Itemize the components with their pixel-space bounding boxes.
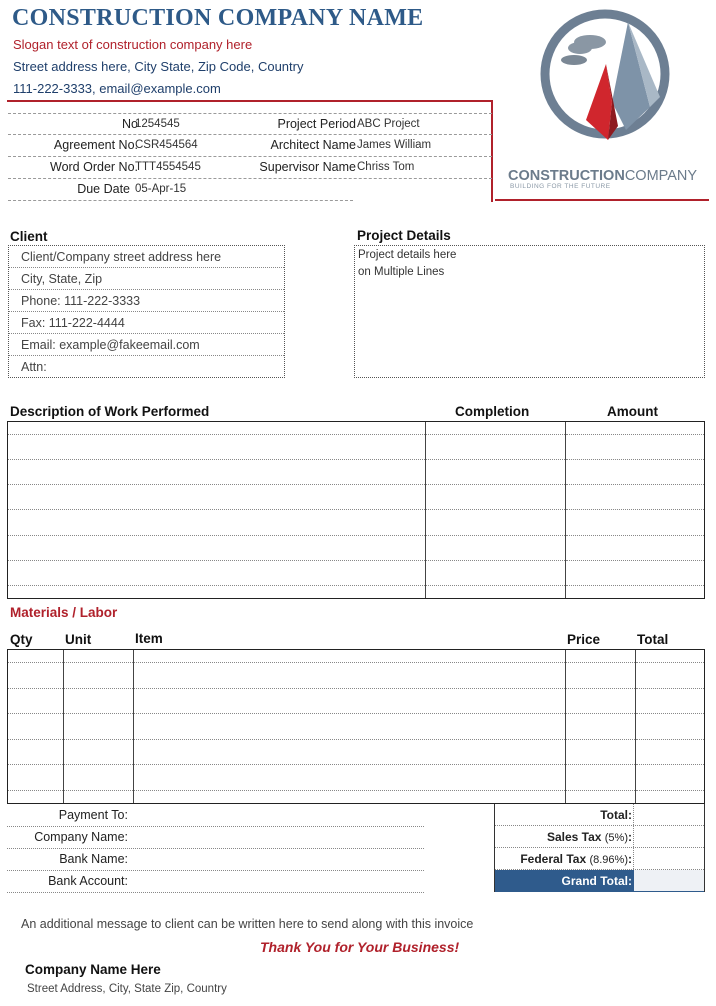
work-amount-cell[interactable] bbox=[565, 460, 704, 485]
unit-cell[interactable] bbox=[63, 765, 133, 791]
sales-tax-text: Sales Tax bbox=[546, 830, 602, 844]
unit-cell[interactable] bbox=[63, 790, 133, 803]
client-city[interactable]: City, State, Zip bbox=[9, 268, 284, 290]
agreement-label: Agreement No. bbox=[53, 138, 138, 152]
total-row bbox=[495, 804, 704, 826]
sales-tax-label bbox=[547, 830, 632, 844]
logo-wordmark bbox=[508, 168, 697, 184]
info-row-no bbox=[8, 113, 492, 135]
sales-tax-colon: : bbox=[628, 830, 632, 844]
qty-cell[interactable] bbox=[8, 714, 63, 740]
grand-total-value[interactable] bbox=[633, 870, 704, 891]
info-block bbox=[8, 113, 492, 201]
table-row bbox=[8, 510, 704, 535]
work-completion-cell[interactable] bbox=[425, 485, 565, 510]
sales-tax-row bbox=[495, 826, 704, 848]
table-row bbox=[8, 560, 704, 585]
supervisor-value: Chriss Tom bbox=[357, 161, 415, 173]
info-row-due bbox=[8, 179, 353, 201]
work-completion-cell[interactable] bbox=[425, 422, 565, 435]
item-cell[interactable] bbox=[133, 688, 565, 714]
logo-tagline: BUILDING FOR THE FUTURE bbox=[510, 183, 611, 190]
work-table bbox=[7, 421, 705, 599]
federal-tax-text: Federal Tax bbox=[520, 852, 587, 866]
payment-to-row[interactable] bbox=[7, 805, 424, 827]
totals-block bbox=[494, 804, 705, 892]
agreement-value: CSR454564 bbox=[135, 139, 198, 151]
table-row bbox=[8, 790, 704, 803]
client-phone[interactable]: Phone: 111-222-3333 bbox=[9, 290, 284, 312]
qty-cell[interactable] bbox=[8, 765, 63, 791]
completion-header: Completion bbox=[455, 404, 530, 419]
line-total-cell[interactable] bbox=[635, 688, 704, 714]
payment-to-label: Payment To: bbox=[58, 808, 128, 822]
logo-text-light: COMPANY bbox=[624, 168, 698, 184]
item-cell[interactable] bbox=[133, 765, 565, 791]
qty-cell[interactable] bbox=[8, 739, 63, 765]
sales-tax-value[interactable] bbox=[633, 826, 704, 847]
work-amount-cell[interactable] bbox=[565, 485, 704, 510]
footer-address: Street Address, City, State Zip, Country bbox=[27, 983, 227, 995]
qty-header: Qty bbox=[10, 632, 33, 647]
federal-tax-label bbox=[520, 852, 632, 866]
work-completion-cell[interactable] bbox=[425, 460, 565, 485]
project-line-1: Project details here bbox=[358, 249, 457, 261]
work-amount-cell[interactable] bbox=[565, 535, 704, 560]
table-row bbox=[8, 688, 704, 714]
work-description-cell[interactable] bbox=[8, 560, 425, 585]
company-name-row[interactable] bbox=[7, 827, 424, 849]
due-label: Due Date bbox=[77, 182, 130, 196]
amount-header: Amount bbox=[607, 404, 658, 419]
table-row bbox=[8, 460, 704, 485]
bank-account-row[interactable] bbox=[7, 871, 424, 893]
table-row bbox=[8, 485, 704, 510]
total-label: Total: bbox=[600, 808, 632, 822]
qty-cell[interactable] bbox=[8, 663, 63, 689]
sales-tax-rate: (5%) bbox=[604, 832, 628, 844]
work-amount-cell[interactable] bbox=[565, 585, 704, 598]
work-description-cell[interactable] bbox=[8, 535, 425, 560]
line-total-cell[interactable] bbox=[635, 790, 704, 803]
work-amount-cell[interactable] bbox=[565, 560, 704, 585]
item-cell[interactable] bbox=[133, 714, 565, 740]
grand-total-row bbox=[495, 870, 704, 892]
company-name: CONSTRUCTION COMPANY NAME bbox=[12, 5, 424, 31]
qty-cell[interactable] bbox=[8, 650, 63, 663]
price-header: Price bbox=[567, 632, 601, 647]
federal-tax-row bbox=[495, 848, 704, 870]
client-title: Client bbox=[10, 229, 48, 244]
item-cell[interactable] bbox=[133, 790, 565, 803]
work-title: Description of Work Performed bbox=[10, 404, 210, 419]
work-completion-cell[interactable] bbox=[425, 435, 565, 460]
client-box bbox=[8, 245, 285, 378]
work-completion-cell[interactable] bbox=[425, 560, 565, 585]
info-row-word-order bbox=[8, 157, 492, 179]
table-row bbox=[8, 535, 704, 560]
supervisor-label: Supervisor Name bbox=[259, 160, 356, 174]
company-address: Street address here, City State, Zip Code, Country bbox=[13, 59, 304, 74]
work-description-cell[interactable] bbox=[8, 435, 425, 460]
client-attn[interactable]: Attn: bbox=[21, 360, 47, 374]
federal-tax-colon: : bbox=[628, 852, 632, 866]
due-value: 05-Apr-15 bbox=[135, 183, 187, 195]
no-value: 1254545 bbox=[135, 118, 180, 130]
materials-title: Materials / Labor bbox=[10, 605, 118, 620]
work-description-cell[interactable] bbox=[8, 485, 425, 510]
line-total-cell[interactable] bbox=[635, 765, 704, 791]
word-order-label: Word Order No. bbox=[50, 160, 138, 174]
total-value[interactable] bbox=[633, 804, 704, 825]
price-cell[interactable] bbox=[565, 663, 635, 689]
line-total-cell[interactable] bbox=[635, 650, 704, 663]
table-row bbox=[8, 422, 704, 435]
footer-company-name: Company Name Here bbox=[25, 962, 161, 977]
price-cell[interactable] bbox=[565, 739, 635, 765]
price-cell[interactable] bbox=[565, 688, 635, 714]
logo-text-bold: CONSTRUCTION bbox=[508, 168, 625, 184]
item-cell[interactable] bbox=[133, 663, 565, 689]
work-completion-cell[interactable] bbox=[425, 510, 565, 535]
work-description-cell[interactable] bbox=[8, 422, 425, 435]
federal-tax-value[interactable] bbox=[633, 848, 704, 869]
period-label: Project Period bbox=[277, 117, 356, 131]
no-label: No bbox=[122, 117, 138, 131]
work-completion-cell[interactable] bbox=[425, 535, 565, 560]
thank-you-note: Thank You for Your Business! bbox=[260, 939, 460, 955]
table-row bbox=[8, 765, 704, 791]
item-cell[interactable] bbox=[133, 739, 565, 765]
price-cell[interactable] bbox=[565, 790, 635, 803]
unit-cell[interactable] bbox=[63, 688, 133, 714]
work-amount-cell[interactable] bbox=[565, 510, 704, 535]
table-row bbox=[8, 714, 704, 740]
item-cell[interactable] bbox=[133, 650, 565, 663]
architect-value: James William bbox=[357, 139, 432, 151]
bank-name-row[interactable] bbox=[7, 849, 424, 871]
grand-total-label: Grand Total: bbox=[561, 874, 632, 888]
price-cell[interactable] bbox=[565, 650, 635, 663]
unit-cell[interactable] bbox=[63, 663, 133, 689]
unit-cell[interactable] bbox=[63, 739, 133, 765]
line-total-cell[interactable] bbox=[635, 663, 704, 689]
table-row bbox=[8, 739, 704, 765]
line-total-cell[interactable] bbox=[635, 714, 704, 740]
payment-block bbox=[7, 805, 424, 893]
client-message: An additional message to client can be written here to send along with this invoice bbox=[21, 917, 474, 931]
total-header: Total bbox=[637, 632, 669, 647]
work-amount-cell[interactable] bbox=[565, 435, 704, 460]
work-description-cell[interactable] bbox=[8, 585, 425, 598]
unit-header: Unit bbox=[65, 632, 92, 647]
price-cell[interactable] bbox=[565, 714, 635, 740]
company-name-label: Company Name: bbox=[34, 830, 128, 844]
word-order-value: TTT4554545 bbox=[135, 161, 201, 173]
federal-tax-rate: (8.96%) bbox=[589, 854, 628, 866]
project-title: Project Details bbox=[357, 228, 451, 243]
client-email[interactable]: Email: example@fakeemail.com bbox=[9, 334, 284, 356]
company-slogan: Slogan text of construction company here bbox=[13, 37, 253, 52]
bank-account-label: Bank Account: bbox=[48, 874, 128, 888]
period-value: ABC Project bbox=[357, 118, 420, 130]
project-line-2: on Multiple Lines bbox=[358, 266, 445, 278]
qty-cell[interactable] bbox=[8, 688, 63, 714]
item-header: Item bbox=[135, 631, 163, 646]
client-address[interactable]: Client/Company street address here bbox=[9, 246, 284, 268]
price-cell[interactable] bbox=[565, 765, 635, 791]
client-fax[interactable]: Fax: 111-222-4444 bbox=[9, 312, 284, 334]
logo-rule bbox=[495, 199, 709, 201]
unit-cell[interactable] bbox=[63, 650, 133, 663]
line-total-cell[interactable] bbox=[635, 739, 704, 765]
work-description-cell[interactable] bbox=[8, 460, 425, 485]
materials-table bbox=[7, 649, 705, 804]
work-completion-cell[interactable] bbox=[425, 585, 565, 598]
table-row bbox=[8, 435, 704, 460]
project-details-box[interactable] bbox=[354, 245, 705, 378]
work-amount-cell[interactable] bbox=[565, 422, 704, 435]
company-contact: 111-222-3333, email@example.com bbox=[13, 81, 221, 96]
work-description-cell[interactable] bbox=[8, 510, 425, 535]
qty-cell[interactable] bbox=[8, 790, 63, 803]
architect-label: Architect Name bbox=[270, 138, 356, 152]
table-row bbox=[8, 650, 704, 663]
bank-name-label: Bank Name: bbox=[59, 852, 128, 866]
unit-cell[interactable] bbox=[63, 714, 133, 740]
table-row bbox=[8, 663, 704, 689]
info-row-agreement bbox=[8, 135, 492, 157]
table-row bbox=[8, 585, 704, 598]
